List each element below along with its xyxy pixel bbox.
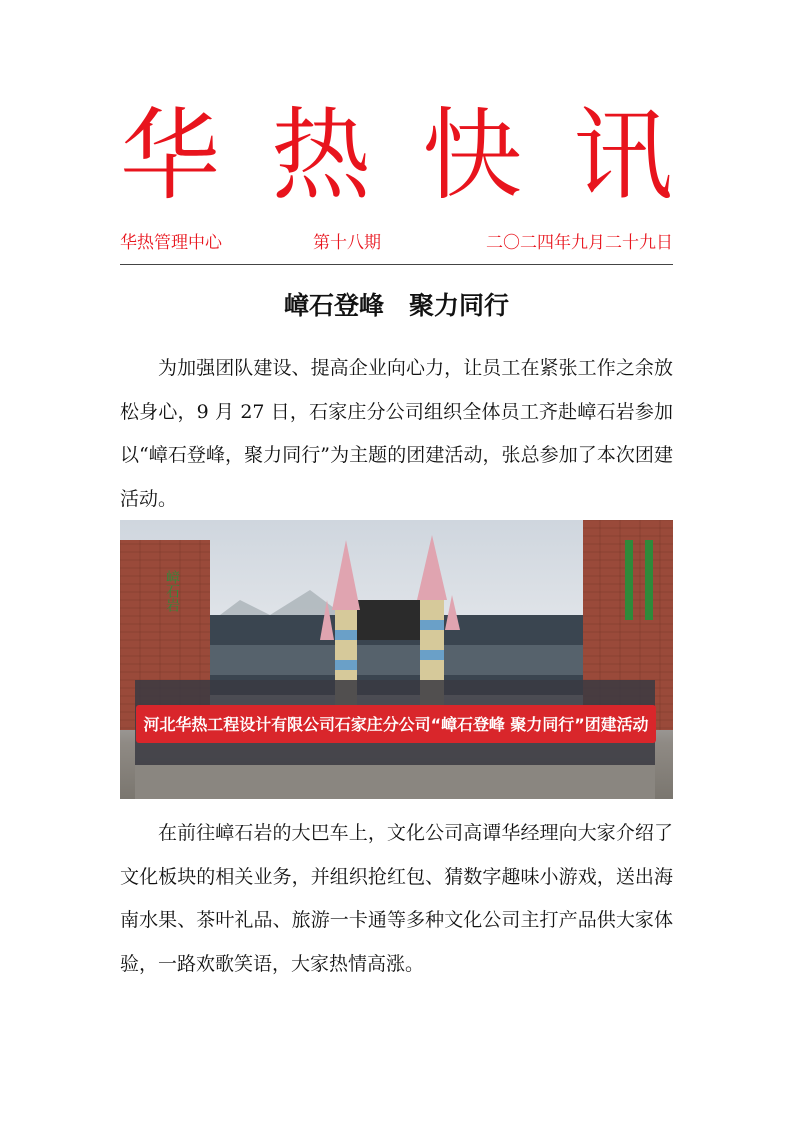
issue-date: 二〇二四年九月二十九日 [486,233,673,253]
masthead-char: 快 [422,97,522,214]
header-divider [120,264,673,265]
article-title: 嶂石登峰 聚力同行 [283,291,509,320]
banner-text: 河北华热工程设计有限公司石家庄分公司“嶂石登峰 聚力同行”团建活动 [143,715,649,734]
masthead-char: 华 [120,97,220,214]
article-paragraph: 为加强团队建设、提高企业向心力，让员工在紧张工作之余放松身心，9 月 27 日，石家庄分公司组织全体员工齐赴嶂石岩参加以“嶂石登峰，聚力同行”为主题的团建活动，张总参加了本次团建活动。 [120,357,673,510]
issue-number: 第十八期 [313,233,381,253]
group-photo [120,520,673,799]
publisher-org: 华热管理中心 [120,233,222,253]
masthead-char: 讯 [573,97,673,214]
article-paragraph: 在前往嶂石岩的大巴车上，文化公司高谭华经理向大家介绍了文化板块的相关业务，并组织抢红包、猜数字趣味小游戏，送出海南水果、茶叶礼品、旅游一卡通等多种文化公司主打产品供大家体验，一路欢歌笑语，大家热情高涨。 [120,822,673,975]
group-photo-illustration [120,520,673,799]
masthead-char: 热 [271,97,371,214]
scenic-sign: 嶂石岩 [164,570,180,612]
masthead-title [120,96,673,216]
issue-meta-line [120,230,673,256]
